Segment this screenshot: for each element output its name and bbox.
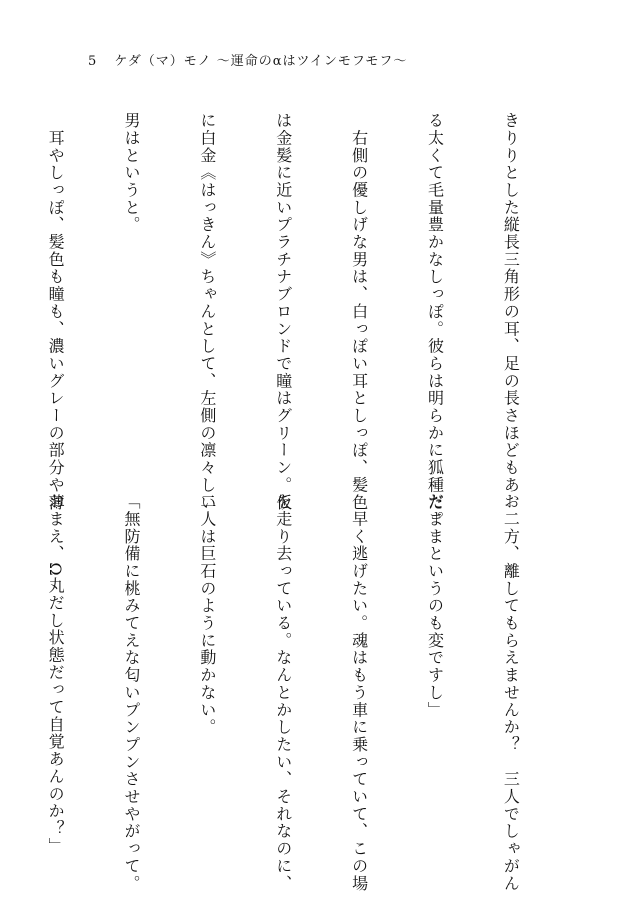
page-number: 5 <box>88 54 98 69</box>
running-header <box>88 50 407 69</box>
text-column: おまえ、Ω丸だし状態だって自覚あんのか？」 <box>46 493 66 855</box>
text-column: お二方、離してもらえませんか？ 三人でしゃがん <box>501 493 521 893</box>
text-column: を走り去っている。なんとかしたい、それなのに、 <box>273 493 293 893</box>
text-column: 「無防備に桃みてえな匂いプンプンさせやがって。 <box>121 493 141 893</box>
book-title: ケダ（マ）モノ 〜運命のαはツインモフモフ〜 <box>114 54 408 69</box>
text-column: 早く逃げたい。魂はもう車に乗っていて、この場 <box>349 493 369 893</box>
text-column: 男はというと。 <box>121 112 141 234</box>
upper-text-block <box>46 112 574 529</box>
text-column: に白金《はっきん》ちゃんとして、左側の凛々しい <box>197 112 217 512</box>
text-column: 右側の優しげな男は、白っぽい耳としっぽ、髪色 <box>349 112 369 512</box>
text-column: 耳やしっぽ、髪色も瞳も、濃いグレーの部分や薄 <box>46 112 66 512</box>
text-column: 二人は巨石のように動かない。 <box>197 493 217 736</box>
text-column: は金髪に近いプラチナブロンドで瞳はグリーン。仮 <box>273 112 293 512</box>
text-column: だままというのも変ですし」 <box>425 493 445 719</box>
lower-text-block <box>46 493 574 893</box>
text-column: る太くて毛量豊かなしっぽ。彼らは明らかに狐種だ。 <box>425 112 445 529</box>
text-column: きりりとした縦長三角形の耳、足の長さほどもあ <box>501 112 521 494</box>
